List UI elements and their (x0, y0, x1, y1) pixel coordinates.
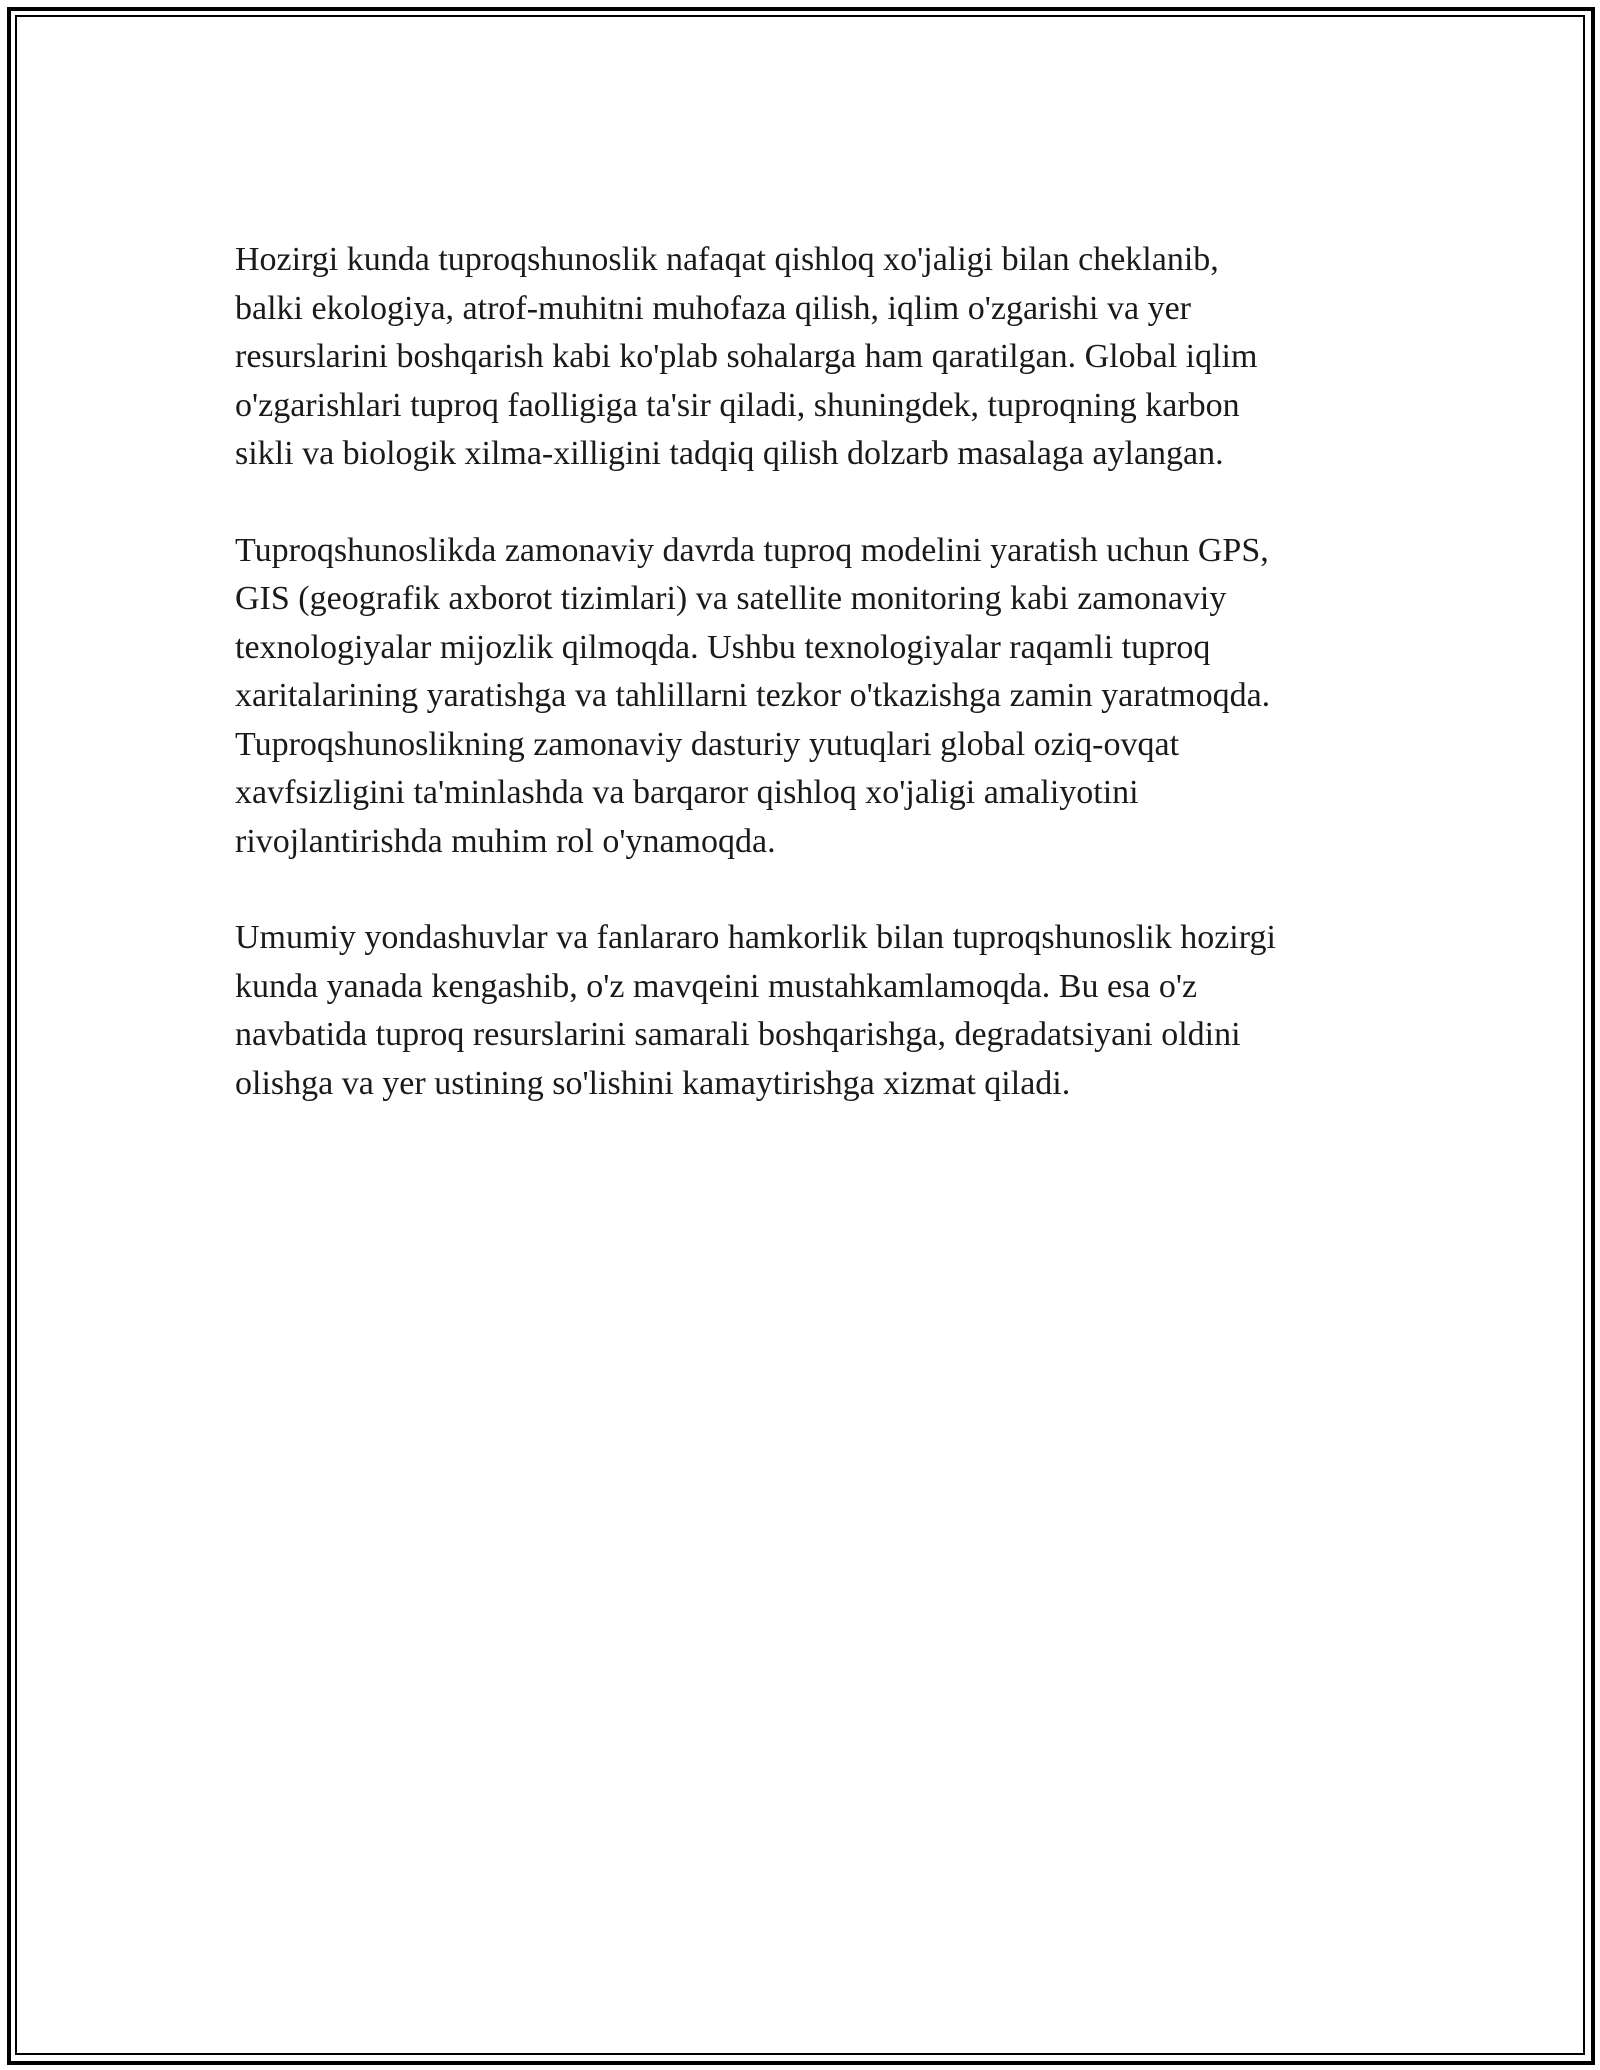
text-line: texnologiyalar mijozlik qilmoqda. Ushbu texnologiyalar raqamli tuproq (235, 628, 1211, 666)
text-line: olishga va yer ustining so'lishini kamaytirishga xizmat qiladi. (235, 1064, 1071, 1102)
text-line: Tuproqshunoslikning zamonaviy dasturiy yutuqlari global oziq-ovqat (235, 725, 1180, 763)
text-line: resurslarini boshqarish kabi ko'plab sohalarga ham qaratilgan. Global iqlim (235, 338, 1258, 375)
text-line: Hozirgi kunda tuproqshunoslik nafaqat qishloq xo'jaligi bilan cheklanib, (235, 241, 1219, 278)
text-line: Umumiy yondashuvlar va fanlararo hamkorlik bilan tuproqshunoslik hozirgi (235, 919, 1276, 956)
text-line: rivojlantirishda muhim rol o'ynamoqda. (235, 822, 776, 860)
text-line: balki ekologiya, atrof-muhitni muhofaza qilish, iqlim o'zgarishi va yer (235, 289, 1192, 327)
text-line: GIS (geografik axborot tizimlari) va satellite monitoring kabi zamonaviy (235, 580, 1227, 617)
text-line: xavfsizligini ta'minlashda va barqaror qishloq xo'jaligi amaliyotini (235, 774, 1139, 811)
text-line: sikli va biologik xilma-xilligini tadqiq qilish dolzarb masalaga aylangan. (235, 435, 1224, 472)
text-line: kunda yanada kengashib, o'z mavqeini mustahkamlamoqda. Bu esa o'z (235, 967, 1198, 1005)
text-line: Tuproqshunoslikda zamonaviy davrda tuproq modelini yaratish uchun GPS, (235, 531, 1269, 569)
text-line: navbatida tuproq resurslarini samarali boshqarishga, degradatsiyani oldini (235, 1016, 1241, 1053)
text-line: xaritalarining yaratishga va tahlillarni tezkor o'tkazishga zamin yaratmoqda. (235, 677, 1271, 714)
text-line: o'zgarishlari tuproq faolligiga ta'sir qiladi, shuningdek, tuproqning karbon (235, 386, 1240, 424)
paragraph-3 (235, 914, 1365, 1108)
paragraph-2 (235, 527, 1365, 867)
paragraph-1 (235, 236, 1365, 479)
document-body (235, 236, 1365, 1156)
